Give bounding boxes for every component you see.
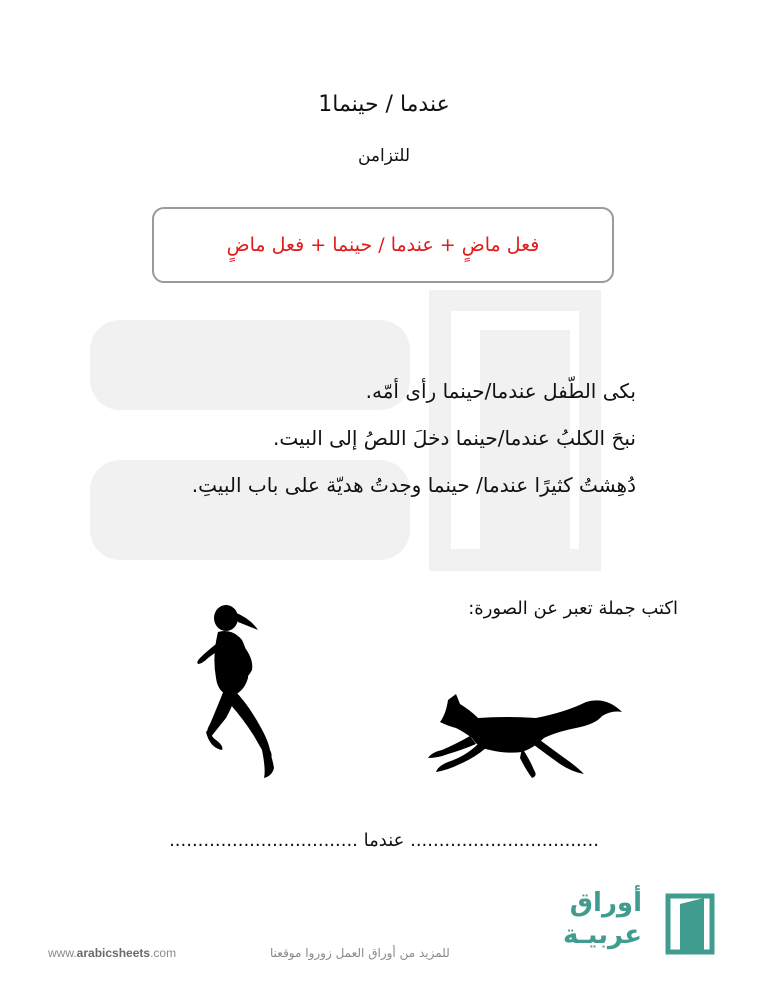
running-fox-silhouette [426, 692, 626, 782]
answer-line[interactable]: ................................. عندما ................................. [169, 830, 599, 851]
example-sentence: دُهِشتُ كثيرًا عندما/ حينما وجدتُ هديّة على باب البيتِ. [191, 473, 636, 497]
footer-website[interactable]: www.arabicsheets.com [48, 946, 177, 960]
brand-logo [563, 888, 730, 960]
footer-note: للمزيد من أوراق العمل زوروا موقعنا [270, 946, 450, 960]
running-woman-silhouette [188, 600, 288, 780]
grammar-rule: فعل ماضٍ + عندما / حينما + فعل ماضٍ [226, 234, 540, 256]
page-subtitle: للتزامن [357, 146, 411, 166]
logo-text-line1: أوراق [569, 888, 642, 918]
grammar-rule-box [152, 207, 614, 283]
example-sentences [76, 368, 636, 509]
logo-text-line2: عربيـة [563, 920, 642, 950]
exercise-prompt: اكتب جملة تعبر عن الصورة: [468, 598, 678, 619]
book-icon [662, 892, 720, 956]
example-sentence: بكى الطّفل عندما/حينما رأى أمّه. [365, 379, 636, 403]
page-title: عندما / حينما1 [318, 92, 450, 117]
example-sentence: نبحَ الكلبُ عندما/حينما دخلَ اللصُ إلى البيت. [273, 426, 636, 450]
